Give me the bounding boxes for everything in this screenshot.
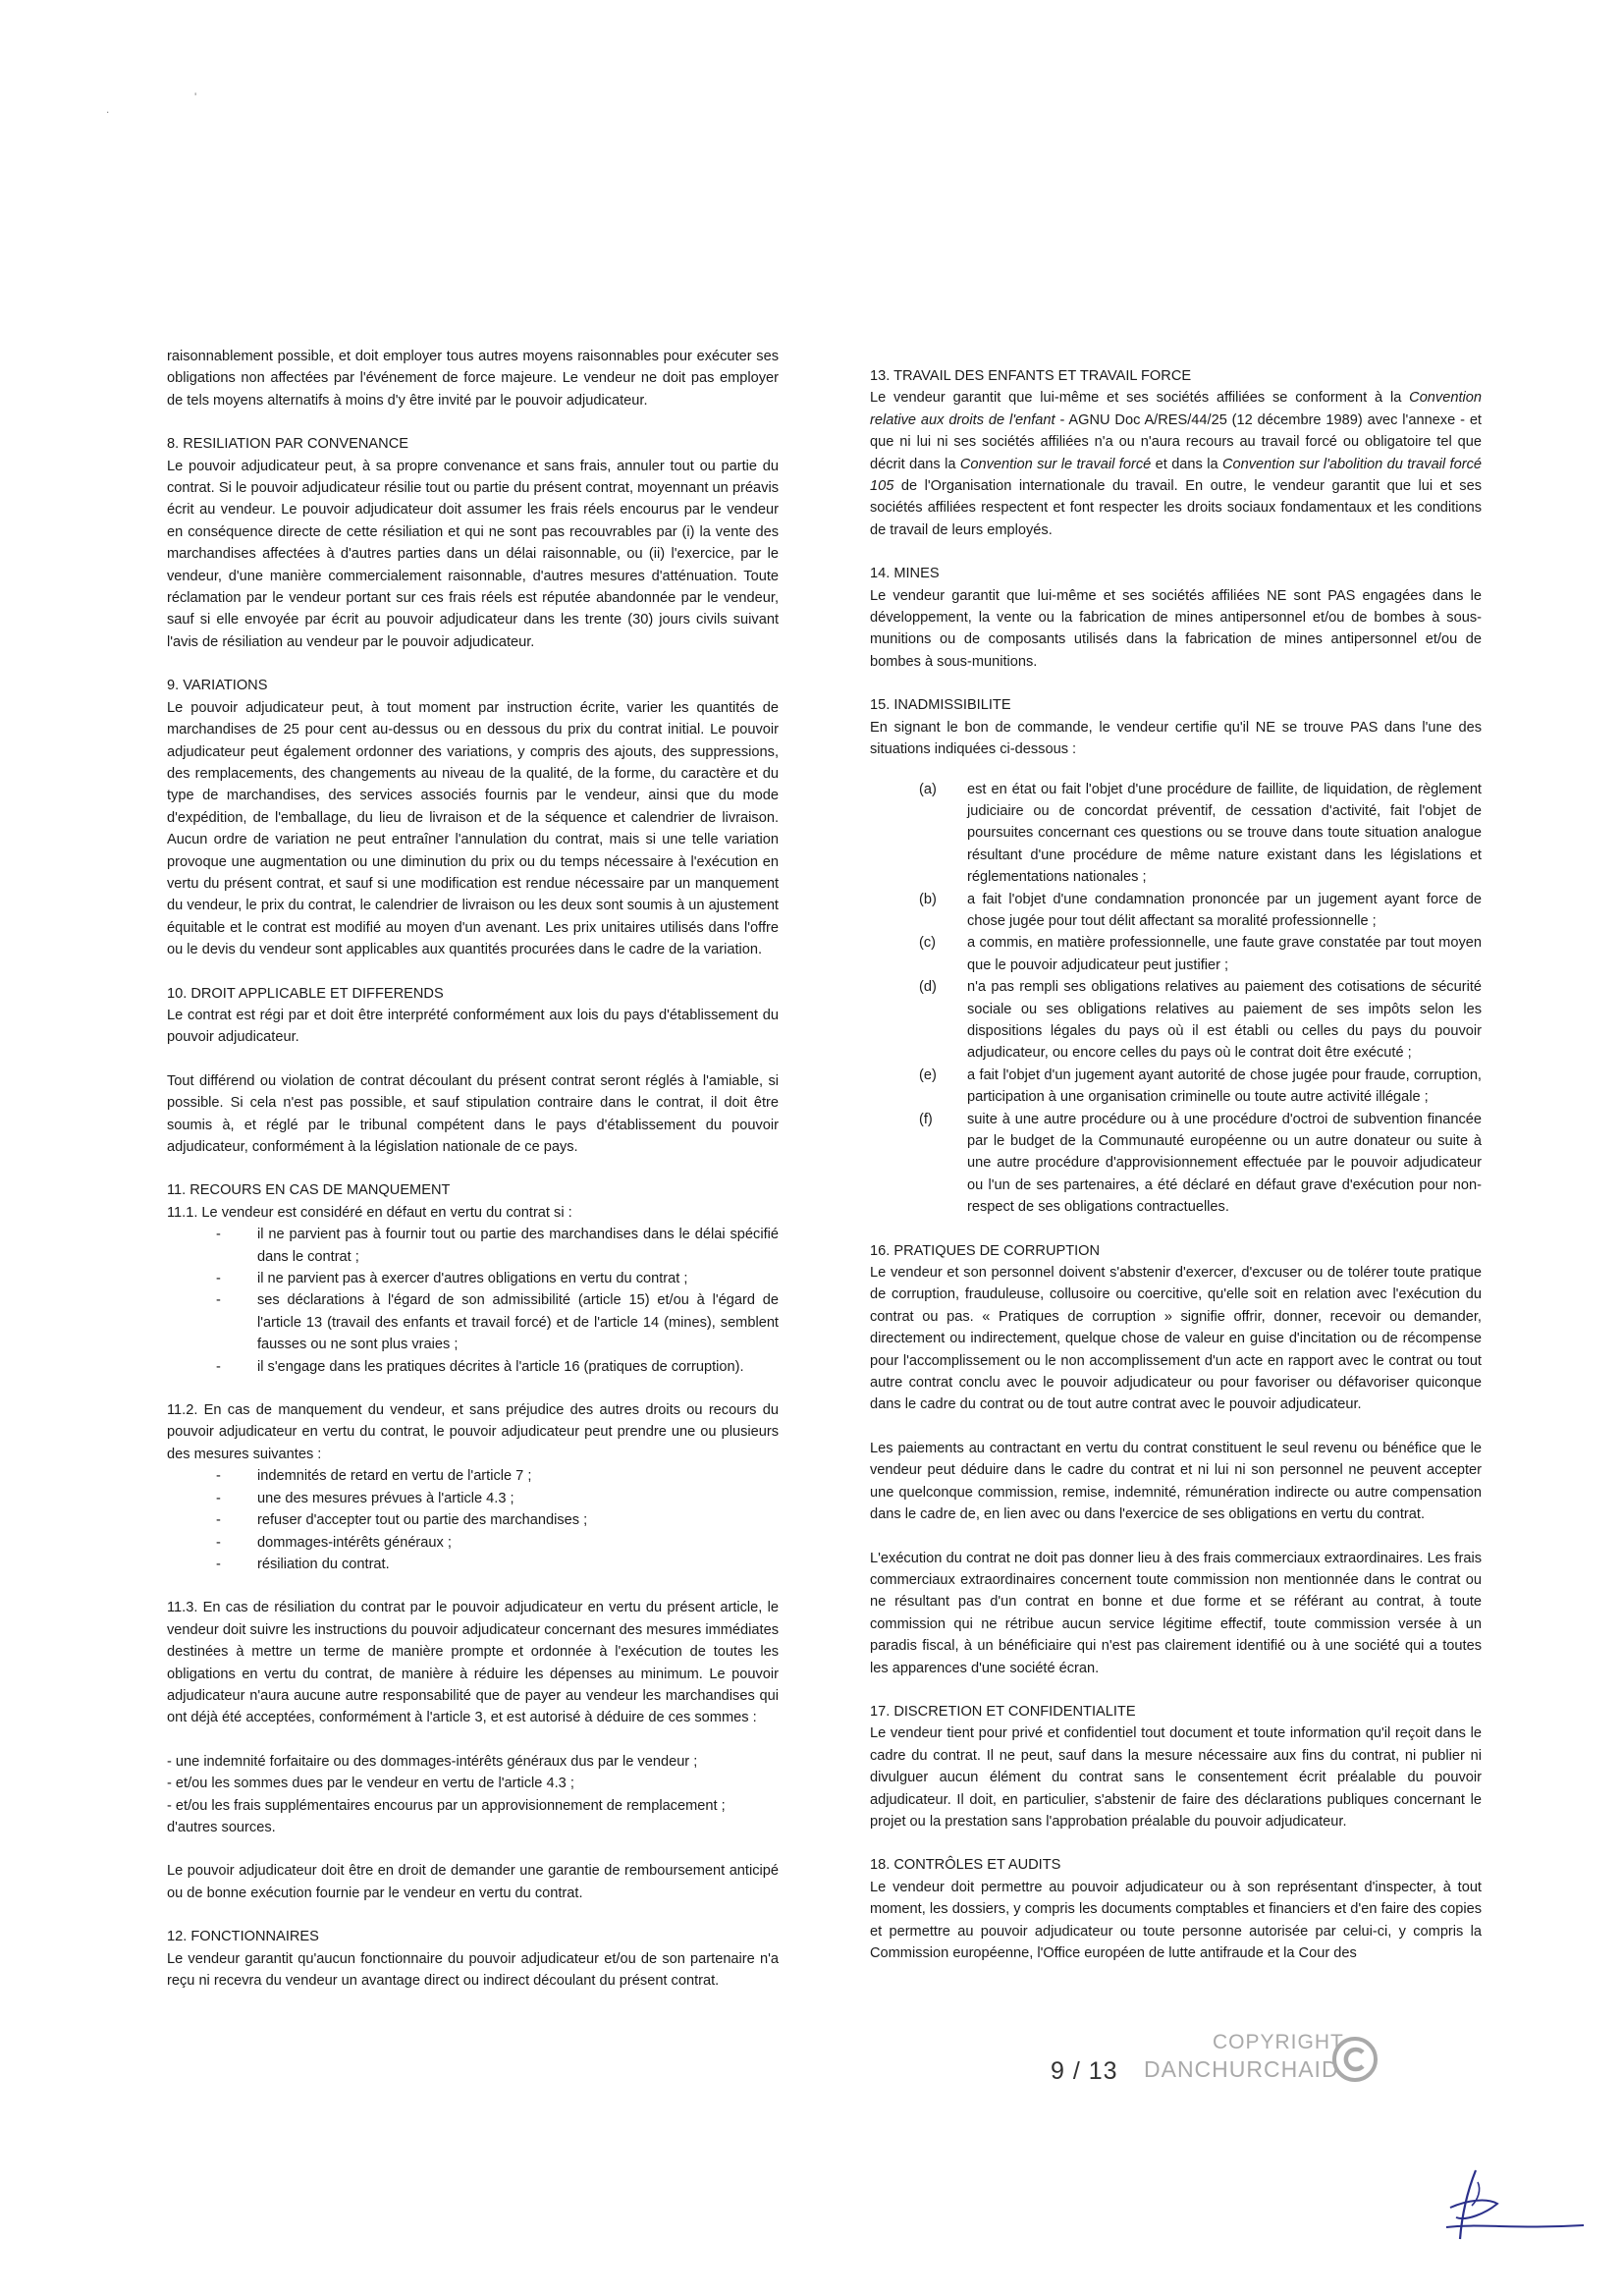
section-18	[870, 1854, 1482, 1964]
section-10	[167, 983, 779, 1159]
signature	[1438, 2160, 1586, 2254]
section-9	[167, 675, 779, 960]
list-item: - refuser d'accepter tout ou partie des marchandises ;	[167, 1509, 779, 1531]
section-8-text: Le pouvoir adjudicateur peut, à sa propre convenance et sans frais, annuler tout ou partie du contrat. Si le pouvoir adjudicateur résilie tout ou partie du présent contrat, moyennant un préavis écrit au vendeur. Le pouvoir adjudicateur doit assumer les frais réels encourus par le vendeur en conséquence directe de cette résiliation et qui ne sont pas recouvrables par (i) la vente des marchandises affectées à d'autres parties dans un délai raisonnable, ou (ii) l'exercice, par le vendeur, d'une manière commercialement raisonnable, d'autres mesures d'atténuation. Toute réclamation par le vendeur portant sur ces frais réels est réputée abandonnée par le vendeur, sauf si elle envoyée par écrit au pouvoir adjudicateur dans les trente (30) jours civils suivant l'avis de résiliation au vendeur par le pouvoir adjudicateur.	[167, 458, 779, 650]
section-12-title: 12. FONCTIONNAIRES	[167, 1929, 319, 1945]
section-14-text: Le vendeur garantit que lui-même et ses sociétés affiliées NE sont PAS engagées dans le développement, la vente ou la fabrication de mines antipersonnel et/ou de bombes à sous-munitions ou de composants utilisés dans la fabrication de mines antipersonnel et/ou de bombes à sous-munitions.	[870, 587, 1482, 670]
section-10-paragraph-2: Tout différend ou violation de contrat découlant du présent contrat seront réglés à l'amiable, si possible. Si cela n'est pas possible, et sauf stipulation contraire dans le contrat, il doit être soumis à, et réglé par le tribunal compétent dans le pays d'établissement du pouvoir adjudicateur, conformément à la législation nationale de ce pays.	[167, 1072, 779, 1155]
section-9-text: Le pouvoir adjudicateur peut, à tout moment par instruction écrite, varier les quantités de marchandises de 25 pour cent au-dessus ou en dessous du prix du contrat initial. Le pouvoir adjudicateur peut également ordonner des variations, y compris des ajouts, des suppressions, des remplacements, des changements au niveau de la qualité, de la forme, du caractère et du type de marchandises, des services associés fournis par le vendeur, ainsi que du mode d'expédition, de l'emballage, du lieu de livraison et de la séquence et calendrier de livraison. Aucun ordre de variation ne peut entraîner l'annulation du contrat, mais si une telle variation provoque une augmentation ou une diminution du prix ou du temps nécessaire à l'exécution en vertu du présent contrat, et sauf si une modification est rendue nécessaire par un manquement du vendeur, le prix du contrat, le calendrier de livraison ou les deux sont soumis à un ajustement équitable et le contrat est modifié au moyen d'un avenant. Les prix unitaires utilisés dans l'offre ou le devis du vendeur sont applicables aux quantités procurées dans le cadre de la variation.	[167, 699, 779, 958]
list-item: - dommages-intérêts généraux ;	[167, 1532, 779, 1554]
section-10-title: 10. DROIT APPLICABLE ET DIFFERENDS	[167, 985, 444, 1002]
copyright-owner: DANCHURCHAID	[1144, 2056, 1339, 2082]
section-16	[870, 1240, 1482, 1679]
section-17	[870, 1701, 1482, 1832]
list-item: (f) suite à une autre procédure ou à une procédure d'octroi de subvention financée par le budget de la Communauté européenne ou un autre donateur ou suite à une autre procédure d'approvisionnement effectuée par le pouvoir adjudicateur ou l'un de ses partenaires, a été déclaré en défaut grave d'exécution pour non-respect de ses obligations contractuelles.	[919, 1111, 1482, 1216]
page-number: 9 / 13	[1051, 2057, 1118, 2085]
section-11-1-list	[167, 1224, 779, 1378]
copyright-label: COPYRIGHT	[1213, 2031, 1344, 2053]
section-17-text: Le vendeur tient pour privé et confidentiel tout document et toute information qu'il reçoit dans le cadre du contrat. Il ne peut, sauf dans la mesure nécessaire aux fins du contrat, ni publier ni divulguer aucun élément du contrat sans le consentement écrit préalable du pouvoir adjudicateur. Il doit, en particulier, s'abstenir de faire des déclarations publiques concernant le projet ou la prestation sans l'approbation préalable du pouvoir adjudicateur.	[870, 1725, 1482, 1830]
list-item: - il ne parvient pas à exercer d'autres obligations en vertu du contrat ;	[167, 1268, 779, 1289]
section-13-title: 13. TRAVAIL DES ENFANTS ET TRAVAIL FORCE	[870, 368, 1192, 384]
section-15	[870, 694, 1482, 1218]
section-10-paragraph-1: Le contrat est régi par et doit être interprété conformément aux lois du pays d'établissement du pouvoir adjudicateur.	[167, 1007, 779, 1046]
copyright-icon	[1330, 2035, 1380, 2084]
list-item: - il s'engage dans les pratiques décrites à l'article 16 (pratiques de corruption).	[167, 1356, 779, 1378]
section-16-paragraph-3: L'exécution du contrat ne doit pas donner lieu à des frais commerciaux extraordinaires. Les frais commerciaux extraordinaires concernent toute commission non mentionnée dans le contrat ou ne résultant pas d'un contrat en bonne et due forme et se référant au contrat, à toute commission qui ne rétribue aucun service légitime effectif, toute commission versée à un paradis fiscal, à un bénéficiaire qui n'est pas clairement identifié ou à une société qui a toutes les apparences d'une société écran.	[870, 1550, 1482, 1676]
left-column	[167, 346, 779, 2013]
convention-abolition-forced-labour: Convention sur l'abolition du travail forcé 105	[870, 456, 1482, 495]
section-14	[870, 563, 1482, 673]
list-item: - résiliation du contrat.	[167, 1554, 779, 1575]
section-16-paragraph-1: Le vendeur et son personnel doivent s'abstenir d'exercer, d'excuser ou de tolérer toute pratique de corruption, frauduleuse, collusoire ou coercitive, qu'elle soit en relation avec l'exécution du contrat ou pas. « Pratiques de corruption » signifie offrir, donner, recevoir ou demander, directement ou indirectement, quelque chose de valeur en guise d'incitation ou de récompense pour l'accomplissement ou le non accomplissement d'un acte en rapport avec le contrat ou tout autre contrat conclu avec le pouvoir adjudicateur ou pour favoriser ou défavoriser quiconque dans le cadre du contrat ou de tout autre contrat avec le pouvoir adjudicateur.	[870, 1265, 1482, 1413]
list-item: (c) a commis, en matière professionnelle, une faute grave constatée par tout moyen que le pouvoir adjudicateur peut justifier ;	[919, 935, 1482, 973]
section-12	[167, 1926, 779, 1992]
list-item: (a) est en état ou fait l'objet d'une procédure de faillite, de liquidation, de règlement judiciaire ou de concordat préventif, de cessation d'activité, fait l'objet de poursuites concernant ces questions ou se trouve dans toute situation analogue résultant d'une procédure de même nature existant dans les législations et réglementations nationales ;	[919, 781, 1482, 886]
scan-speck: .	[106, 102, 110, 116]
list-item: - une des mesures prévues à l'article 4.3 ;	[167, 1488, 779, 1509]
section-13	[870, 365, 1482, 541]
section-8-title: 8. RESILIATION PAR CONVENANCE	[167, 436, 408, 453]
section-16-paragraph-2: Les paiements au contractant en vertu du contrat constituent le seul revenu ou bénéfice que le vendeur peut déduire dans le cadre du contrat et ni lui ni son personnel ne peuvent accepter une quelconque commission, remise, indemnité, rémunération indirecte ou autre compensation dans le cadre de, en lien avec ou dans l'exercice de ses obligations en vertu du contrat.	[870, 1440, 1482, 1523]
section-12-text: Le vendeur garantit qu'aucun fonctionnaire du pouvoir adjudicateur et/ou de son partenaire n'a reçu ni recevra du vendeur un avantage direct ou indirect découlant du présent contrat.	[167, 1950, 779, 1989]
scan-speck: '	[194, 90, 197, 104]
section-9-title: 9. VARIATIONS	[167, 678, 268, 694]
list-item: (b) a fait l'objet d'une condamnation prononcée par un jugement ayant force de chose jugée pour tout délit affectant sa moralité professionnelle ;	[919, 891, 1482, 929]
list-item: - et/ou les frais supplémentaires encourus par un approvisionnement de remplacement ; d'autres sources.	[167, 1797, 726, 1835]
convention-child-rights: Convention relative aux droits de l'enfant	[870, 390, 1482, 428]
list-item: - une indemnité forfaitaire ou des dommages-intérêts généraux dus par le vendeur ;	[167, 1753, 698, 1770]
list-item: - il ne parvient pas à fournir tout ou partie des marchandises dans le délai spécifié dans le contrat ;	[167, 1224, 779, 1268]
section-11-3-text: 11.3. En cas de résiliation du contrat par le pouvoir adjudicateur en vertu du présent article, le vendeur doit suivre les instructions du pouvoir adjudicateur concernant des mesures immédiates destinées à mettre un terme de manière prompte et ordonnée à l'exécution de toutes les obligations en vertu du contrat, de manière à réduire les dépenses au minimum. Le pouvoir adjudicateur n'aura aucune autre responsabilité que de payer au vendeur les marchandises qui ont déjà été acceptées, conformément à l'article 3, et est autorisé à déduire de ces sommes :	[167, 1600, 779, 1726]
right-column	[870, 365, 1482, 1986]
copyright-watermark	[1144, 2031, 1399, 2100]
section-15-list	[870, 779, 1482, 1219]
section-8	[167, 433, 779, 653]
list-item: - ses déclarations à l'égard de son admissibilité (article 15) et/ou à l'égard de l'article 13 (travail des enfants et travail forcé) et de l'article 14 (mines), semblent fausses ou ne sont plus vraies ;	[167, 1289, 779, 1355]
section-15-title: 15. INADMISSIBILITE	[870, 697, 1011, 714]
section-11	[167, 1179, 779, 1904]
section-15-intro: En signant le bon de commande, le vendeur certifie qu'il NE se trouve PAS dans l'une des situations indiquées ci-dessous :	[870, 719, 1482, 758]
list-item: (e) a fait l'objet d'un jugement ayant autorité de chose jugée pour fraude, corruption, participation à une organisation criminelle ou toute autre activité illégale ;	[919, 1066, 1482, 1106]
list-item: - indemnités de retard en vertu de l'article 7 ;	[167, 1465, 779, 1487]
list-item: - et/ou les sommes dues par le vendeur en vertu de l'article 4.3 ;	[167, 1776, 574, 1792]
convention-forced-labour: Convention sur le travail forcé	[959, 456, 1152, 472]
section-14-title: 14. MINES	[870, 566, 940, 582]
section-11-2-list	[167, 1465, 779, 1575]
section-17-title: 17. DISCRETION ET CONFIDENTIALITE	[870, 1703, 1136, 1720]
section-18-title: 18. CONTRÔLES ET AUDITS	[870, 1857, 1061, 1874]
section-11-3-list	[167, 1751, 779, 1839]
intro-paragraph: raisonnablement possible, et doit employer tous autres moyens raisonnables pour exécuter ses obligations non affectées par l'événement de force majeure. Le vendeur ne doit pas employer de tels moyens alternatifs à moins d'y être invité par le pouvoir adjudicateur.	[167, 349, 779, 409]
list-item: (d) n'a pas rempli ses obligations relatives au paiement des cotisations de sécurité sociale ou ses obligations relatives au paiement de ses impôts selon les dispositions légales du pays où il est établi ou celles du pays du pouvoir adjudicateur, ou encore celles du pays où le contrat doit être exécuté ;	[919, 979, 1482, 1062]
section-11-2-intro: 11.2. En cas de manquement du vendeur, et sans préjudice des autres droits ou recours du pouvoir adjudicateur en vertu du contrat, le pouvoir adjudicateur peut prendre une ou plusieurs des mesures suivantes :	[167, 1402, 779, 1462]
section-13-text: Le vendeur garantit que lui-même et ses sociétés affiliées se conforment à la Convention relative aux droits de l'enfant - AGNU Doc A/RES/44/25 (12 décembre 1989) avec l'annexe - et que ni lui ni ses sociétés affiliées n'a ou n'aura recours au travail forcé ou obligatoire tel que décrit dans la Convention sur le travail forcé et dans la Convention sur l'abolition du travail forcé 105 de l'Organisation internationale du travail. En outre, le vendeur garantit que lui et ses sociétés affiliées respectent et font respecter les droits sociaux fondamentaux et les conditions de travail de leurs employés.	[870, 390, 1482, 538]
section-11-1-intro: 11.1. Le vendeur est considéré en défaut en vertu du contrat si :	[167, 1204, 572, 1221]
section-11-3-guarantee: Le pouvoir adjudicateur doit être en droit de demander une garantie de remboursement anticipé ou de bonne exécution fournie par le vendeur en vertu du contrat.	[167, 1863, 779, 1901]
section-11-title: 11. RECOURS EN CAS DE MANQUEMENT	[167, 1182, 451, 1199]
section-18-text: Le vendeur doit permettre au pouvoir adjudicateur ou à son représentant d'inspecter, à tout moment, les dossiers, y compris les documents comptables et financiers et d'en faire des copies et permettre au pouvoir adjudicateur ou toute personne autorisée par celui-ci, y compris la Commission européenne, l'Office européen de lutte antifraude et la Cour des	[870, 1879, 1482, 1961]
section-16-title: 16. PRATIQUES DE CORRUPTION	[870, 1242, 1101, 1259]
